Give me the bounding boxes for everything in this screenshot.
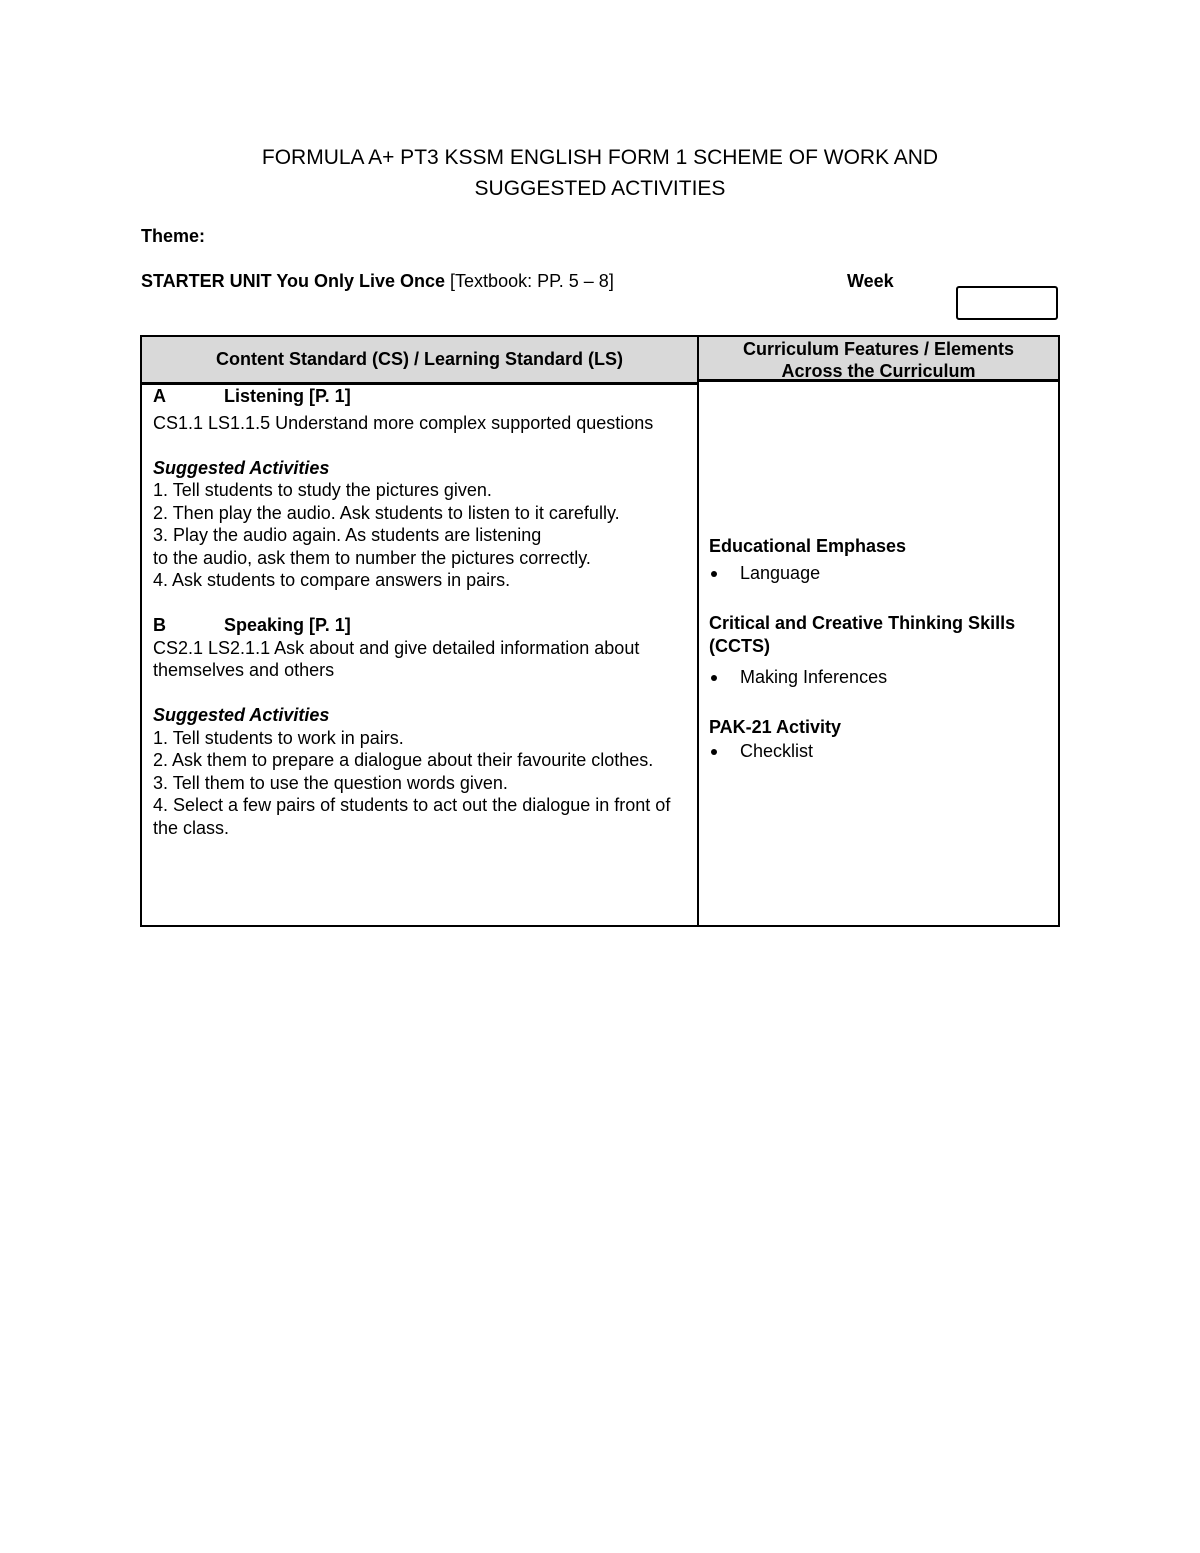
header-right-line-1: Curriculum Features / Elements bbox=[742, 339, 1015, 359]
theme-label: Theme: bbox=[141, 226, 206, 246]
unit-line bbox=[141, 271, 614, 292]
document-title bbox=[140, 142, 1060, 204]
curriculum-features-cell bbox=[709, 535, 1054, 763]
section-a-activity-3-cont: to the audio, ask them to number the pictures correctly. bbox=[153, 547, 591, 568]
pak21-item: Checklist bbox=[709, 740, 1054, 763]
section-b-activity-1: 1. Tell students to work in pairs. bbox=[153, 727, 404, 748]
scheme-table bbox=[140, 335, 1060, 927]
section-a-activity-4: 4. Ask students to compare answers in pairs. bbox=[153, 570, 511, 590]
section-a-title: Listening [P. 1] bbox=[224, 386, 351, 406]
header-content-standard: Content Standard (CS) / Learning Standard (LS) bbox=[142, 337, 697, 385]
pak21-heading: PAK-21 Activity bbox=[709, 716, 842, 737]
section-b-letter: B bbox=[153, 615, 166, 635]
section-b-standard: CS2.1 LS2.1.1 Ask about and give detailed information about themselves and others bbox=[153, 637, 640, 680]
content-standard-cell bbox=[153, 385, 693, 839]
ccts-heading: Critical and Creative Thinking Skills (CCTS) bbox=[709, 613, 1016, 656]
ccts-item: Making Inferences bbox=[709, 666, 1054, 689]
title-line-1: FORMULA A+ PT3 KSSM ENGLISH FORM 1 SCHEME OF WORK AND bbox=[261, 146, 939, 169]
week-input-box bbox=[956, 286, 1058, 320]
section-b-activity-3: 3. Tell them to use the question words given. bbox=[153, 772, 508, 793]
section-a-activity-2: 2. Then play the audio. Ask students to listen to it carefully. bbox=[153, 502, 620, 523]
title-line-2: SUGGESTED ACTIVITIES bbox=[474, 177, 726, 200]
educational-emphases-heading: Educational Emphases bbox=[709, 536, 907, 556]
column-divider bbox=[697, 337, 699, 925]
header-right-line-2: Across the Curriculum bbox=[781, 361, 976, 381]
section-b-heading bbox=[153, 614, 693, 637]
unit-title: STARTER UNIT You Only Live Once bbox=[141, 271, 446, 291]
section-a-activity-1: 1. Tell students to study the pictures given. bbox=[153, 480, 492, 500]
section-a-heading bbox=[153, 385, 693, 408]
section-b-title: Speaking [P. 1] bbox=[224, 615, 351, 635]
educational-emphases-item: Language bbox=[709, 562, 1054, 585]
section-b-activity-4: 4. Select a few pairs of students to act out the dialogue in front of the class. bbox=[153, 795, 671, 838]
header-curriculum-features bbox=[699, 337, 1058, 382]
section-b-activities-label: Suggested Activities bbox=[153, 705, 330, 725]
unit-textbook-ref: [Textbook: PP. 5 – 8] bbox=[445, 271, 614, 291]
section-a-activities-label: Suggested Activities bbox=[153, 457, 330, 478]
section-a-letter: A bbox=[153, 386, 166, 406]
section-b-activity-2: 2. Ask them to prepare a dialogue about their favourite clothes. bbox=[153, 750, 654, 770]
section-a-activity-3: 3. Play the audio again. As students are listening bbox=[153, 525, 542, 545]
section-a-standard: CS1.1 LS1.1.5 Understand more complex supported questions bbox=[153, 412, 654, 433]
week-label: Week bbox=[847, 271, 894, 291]
